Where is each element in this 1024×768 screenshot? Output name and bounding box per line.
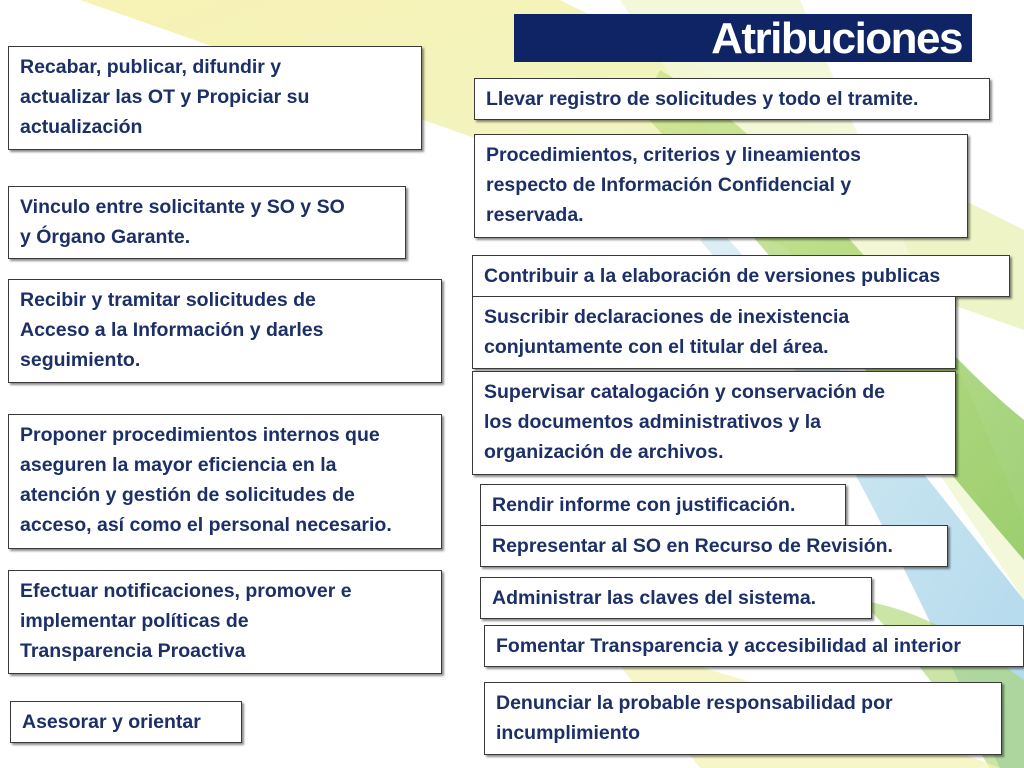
right-item: Procedimientos, criterios y lineamientos respecto de Información Confidencial y reservada. xyxy=(474,134,968,238)
left-item: Efectuar notificaciones, promover e implementar políticas de Transparencia Proactiva xyxy=(8,570,442,674)
right-item: Supervisar catalogación y conservación de los documentos administrativos y la organización de archivos. xyxy=(472,371,956,475)
page-title: Atribuciones xyxy=(711,14,962,63)
left-item: Asesorar y orientar xyxy=(10,701,242,743)
left-item: Proponer procedimientos internos que aseguren la mayor eficiencia en la atención y gestión de solicitudes de acceso, así como el personal necesario. xyxy=(8,414,442,549)
right-item: Contribuir a la elaboración de versiones publicas xyxy=(472,255,1010,297)
left-item: Recabar, publicar, difundir y actualizar las OT y Propiciar su actualización xyxy=(8,46,422,150)
right-item: Fomentar Transparencia y accesibilidad al interior xyxy=(484,625,1024,667)
right-item: Administrar las claves del sistema. xyxy=(480,577,872,619)
right-item: Representar al SO en Recurso de Revisión. xyxy=(480,525,948,567)
left-item: Vinculo entre solicitante y SO y SO y Órgano Garante. xyxy=(8,186,406,259)
right-item: Denunciar la probable responsabilidad por incumplimiento xyxy=(484,682,1002,755)
left-item: Recibir y tramitar solicitudes de Acceso a la Información y darles seguimiento. xyxy=(8,279,442,383)
right-item: Rendir informe con justificación. xyxy=(480,484,846,526)
title-bar xyxy=(514,14,972,62)
right-item: Suscribir declaraciones de inexistencia conjuntamente con el titular del área. xyxy=(472,296,956,369)
right-item: Llevar registro de solicitudes y todo el tramite. xyxy=(474,78,990,120)
